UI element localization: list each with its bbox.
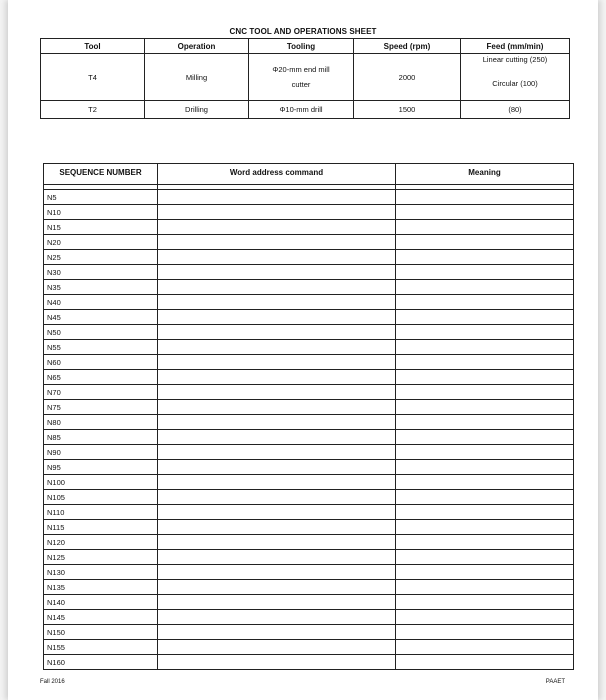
feed-cell [461,54,570,101]
meaning-cell [396,385,574,400]
meaning-cell [396,490,574,505]
word-address-command-cell [158,625,396,640]
header-meaning: Meaning [396,164,574,185]
table-row [44,460,574,475]
meaning-cell [396,235,574,250]
meaning-cell [396,220,574,235]
word-address-command-cell [158,325,396,340]
table-row [44,190,574,205]
table-row [44,535,574,550]
operation-cell: Drilling [145,101,249,119]
table-row [44,520,574,535]
meaning-cell [396,640,574,655]
table-row [44,595,574,610]
sequence-number-cell: N120 [44,535,158,550]
sequence-number-cell: N65 [44,370,158,385]
operation-cell: Milling [145,54,249,101]
sequence-number-cell: N30 [44,265,158,280]
table-row [44,415,574,430]
meaning-cell [396,280,574,295]
sequence-number-cell: N80 [44,415,158,430]
meaning-cell [396,430,574,445]
sequence-number-cell: N15 [44,220,158,235]
word-address-command-cell [158,595,396,610]
speed-cell: 2000 [354,54,461,101]
table-row [44,235,574,250]
table-row [44,325,574,340]
meaning-cell [396,565,574,580]
word-address-command-cell [158,580,396,595]
header-sequence-number: SEQUENCE NUMBER [44,164,158,185]
tooling-cell [249,54,354,101]
meaning-cell [396,475,574,490]
header-word-address-command: Word address command [158,164,396,185]
sequence-number-cell: N145 [44,610,158,625]
sequence-number-cell: N160 [44,655,158,670]
feed-line: Circular (100) [492,79,538,88]
meaning-cell [396,535,574,550]
word-address-command-cell [158,220,396,235]
table-row [44,445,574,460]
meaning-cell [396,595,574,610]
word-address-command-cell [158,445,396,460]
word-address-command-cell [158,340,396,355]
meaning-cell [396,205,574,220]
sequence-number-cell: N130 [44,565,158,580]
table-row [44,655,574,670]
word-address-command-cell [158,520,396,535]
meaning-cell [396,550,574,565]
word-address-command-cell [158,460,396,475]
table-row [44,625,574,640]
tool-table-header-row [41,39,570,54]
word-address-command-cell [158,415,396,430]
meaning-cell [396,580,574,595]
tool-operations-table [40,38,570,119]
meaning-cell [396,460,574,475]
table-row [44,280,574,295]
sequence-number-cell: N10 [44,205,158,220]
sequence-number-cell: N70 [44,385,158,400]
table-row [44,220,574,235]
sequence-number-cell: N40 [44,295,158,310]
tool-row-t2 [41,101,570,119]
tool-cell: T2 [41,101,145,119]
word-address-command-cell [158,370,396,385]
sequence-table-header-row [44,164,574,185]
word-address-command-cell [158,655,396,670]
sequence-number-cell: N100 [44,475,158,490]
meaning-cell [396,400,574,415]
sequence-number-cell: N95 [44,460,158,475]
word-address-command-cell [158,610,396,625]
meaning-cell [396,370,574,385]
feed-cell: (80) [461,101,570,119]
sequence-number-cell: N25 [44,250,158,265]
meaning-cell [396,265,574,280]
table-row [44,250,574,265]
sequence-number-cell: N75 [44,400,158,415]
table-row [44,265,574,280]
meaning-cell [396,340,574,355]
table-row [44,565,574,580]
sequence-number-cell: N50 [44,325,158,340]
word-address-command-cell [158,640,396,655]
table-row [44,580,574,595]
header-feed: Feed (mm/min) [461,39,570,54]
sequence-number-cell: N110 [44,505,158,520]
word-address-command-cell [158,265,396,280]
document-page [8,0,598,700]
word-address-command-cell [158,310,396,325]
word-address-command-cell [158,385,396,400]
feed-line: Linear cutting (250) [482,55,548,64]
meaning-cell [396,295,574,310]
sheet-title: CNC TOOL AND OPERATIONS SHEET [229,27,377,36]
word-address-command-cell [158,430,396,445]
table-row [44,550,574,565]
table-row [44,295,574,310]
footer-term: Fall 2016 [40,679,65,685]
table-row [44,475,574,490]
tooling-line: cutter [291,79,311,89]
sequence-number-cell: N135 [44,580,158,595]
tooling-cell: Φ10-mm drill [249,101,354,119]
sequence-number-cell: N140 [44,595,158,610]
sequence-number-cell: N5 [44,190,158,205]
speed-cell: 1500 [354,101,461,119]
table-row [44,640,574,655]
word-address-command-cell [158,250,396,265]
table-row [44,400,574,415]
meaning-cell [396,625,574,640]
meaning-cell [396,505,574,520]
word-address-command-cell [158,550,396,565]
header-operation: Operation [145,39,249,54]
word-address-command-cell [158,355,396,370]
header-tool: Tool [41,39,145,54]
sequence-number-cell: N150 [44,625,158,640]
meaning-cell [396,415,574,430]
meaning-cell [396,520,574,535]
word-address-command-cell [158,190,396,205]
sequence-table [43,163,574,670]
sequence-number-cell: N85 [44,430,158,445]
sequence-number-cell: N20 [44,235,158,250]
table-row [44,505,574,520]
sequence-number-cell: N125 [44,550,158,565]
word-address-command-cell [158,475,396,490]
meaning-cell [396,250,574,265]
table-row [44,205,574,220]
word-address-command-cell [158,235,396,250]
table-row [44,370,574,385]
word-address-command-cell [158,535,396,550]
table-row [44,385,574,400]
word-address-command-cell [158,280,396,295]
word-address-command-cell [158,490,396,505]
table-row [44,490,574,505]
sequence-number-cell: N155 [44,640,158,655]
tool-cell: T4 [41,54,145,101]
meaning-cell [396,610,574,625]
table-row [44,430,574,445]
header-tooling: Tooling [249,39,354,54]
header-speed: Speed (rpm) [354,39,461,54]
word-address-command-cell [158,505,396,520]
table-row [44,355,574,370]
word-address-command-cell [158,565,396,580]
table-row [44,610,574,625]
tool-row-t4 [41,54,570,101]
word-address-command-cell [158,295,396,310]
sequence-number-cell: N105 [44,490,158,505]
meaning-cell [396,325,574,340]
sequence-number-cell: N90 [44,445,158,460]
word-address-command-cell [158,400,396,415]
sequence-number-cell: N45 [44,310,158,325]
table-row [44,310,574,325]
meaning-cell [396,655,574,670]
word-address-command-cell [158,205,396,220]
sequence-number-cell: N55 [44,340,158,355]
sequence-number-cell: N115 [44,520,158,535]
meaning-cell [396,190,574,205]
table-row [44,340,574,355]
footer-institution: PAAET [545,679,565,685]
tooling-line: Φ20-mm end mill [272,64,330,74]
sequence-number-cell: N60 [44,355,158,370]
meaning-cell [396,445,574,460]
meaning-cell [396,355,574,370]
meaning-cell [396,310,574,325]
sequence-number-cell: N35 [44,280,158,295]
